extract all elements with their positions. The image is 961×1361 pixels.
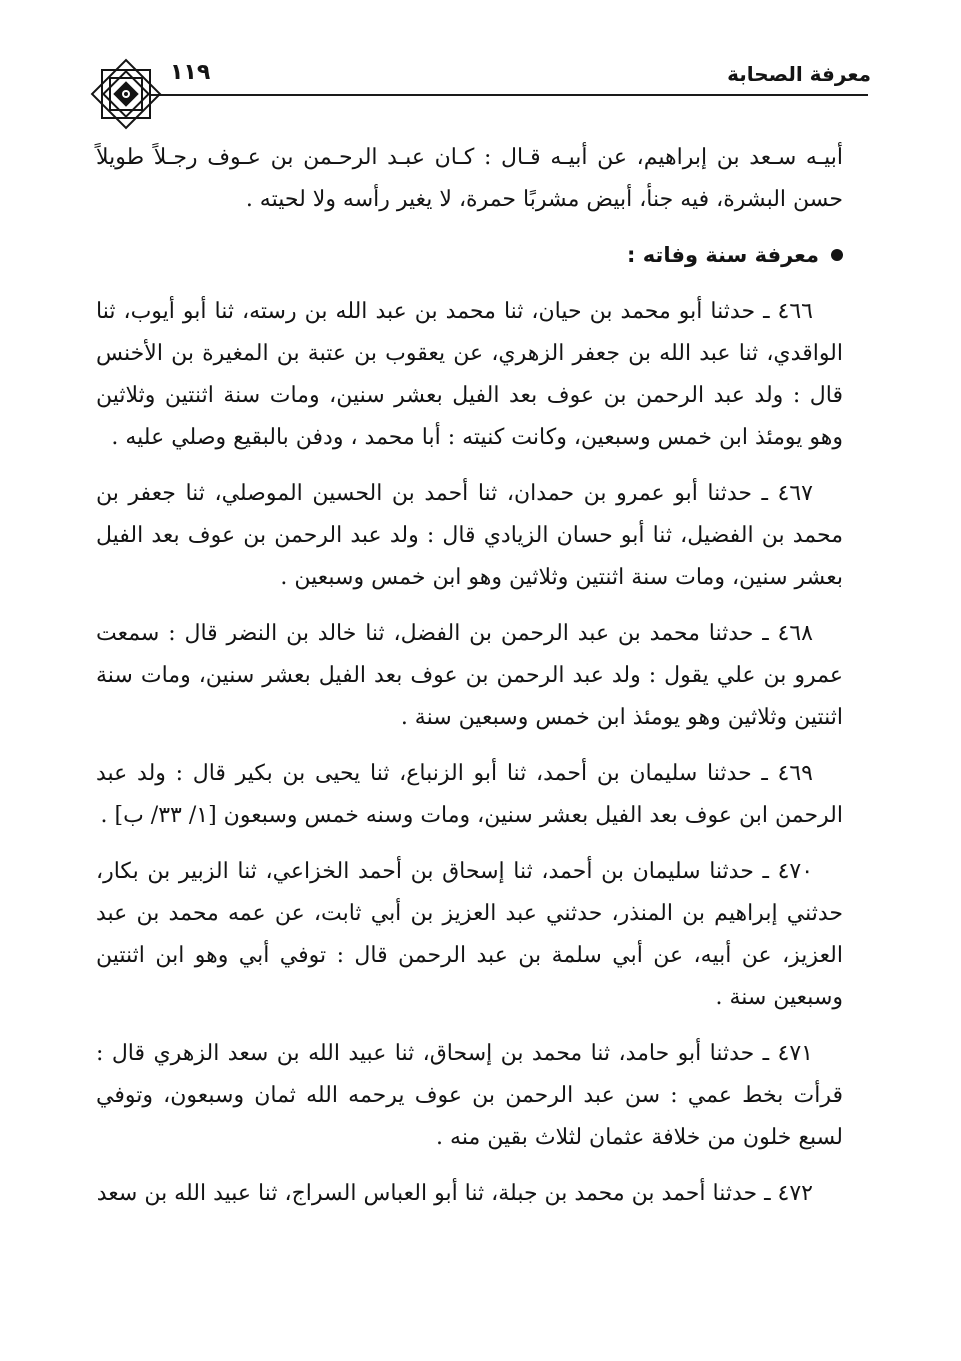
section-heading-text: معرفة سنة وفاته : (626, 243, 819, 267)
hadith-paragraph (96, 1033, 843, 1159)
hadith-number: ٤٧٠ (777, 859, 814, 884)
running-title: معرفة الصحابة (727, 62, 871, 86)
hadith-text: ـ حدثنا أحمد بن محمد بن جبلة، ثنا أبو العباس السراج، ثنا عبيد الله بن سعد (96, 1181, 771, 1206)
hadith-number: ٤٦٩ (777, 761, 813, 786)
hadith-text: ـ حدثنا محمد بن عبد الرحمن بن الفضل، ثنا خالد بن النضر قال : سمعت عمرو بن علي يقول : ولد عبد الرحمن بن عوف بعد الفيل بعشر سنين، ومات سنة اثنتين وثلاثين وهو يومئذ ابن خمس وسبعين سنة . (96, 621, 843, 730)
hadith-text: ـ حدثنا سليمان بن أحمد، ثنا إسحاق بن أحمد الخزاعي، ثنا الزبير بن بكار، حدثني إبراهيم بن المنذر، حدثني عبد العزيز بن أبي ثابت، عن عمه محمد بن عبد العزيز، عن أبيه، عن أبي سلمة بن عبد الرحمن قال : توفي أبي وهو ابن اثنتين وسبعين سنة . (96, 859, 843, 1010)
hadith-number: ٤٦٧ (777, 481, 813, 506)
hadith-paragraph (96, 291, 843, 459)
page-number: ١١٩ (170, 60, 211, 85)
hadith-paragraph (96, 753, 843, 837)
hadith-number: ٤٦٦ (777, 299, 813, 324)
section-heading (96, 235, 843, 275)
intro-paragraph (96, 137, 843, 221)
intro-text: أبيـه سـعد بن إبراهيم، عن أبيـه قـال : كـان عبـد الرحـمن بن عـوف رجـلاً طويلاً حسن البشرة، فيه جنأ، أبيض مشربًا حمرة، لا يغير رأسه ولا لحيته . (96, 145, 843, 212)
hadith-text: ـ حدثنا أبو محمد بن حيان، ثنا محمد بن عبد الله بن رسته، ثنا أبو أيوب، ثنا الواقدي، ثنا عبد الله بن جعفر الزهري، عن يعقوب بن عتبة بن المغيرة بن الأخنس قال : ولد عبد الرحمن بن عوف بعد الفيل بعشر سنين، ومات سنة اثنتين وثلاثين وهو يومئذ ابن خمس وسبعين، وكانت كنيته : أبا محمد ، ودفن بالبقيع وصلي عليه . (96, 299, 843, 450)
header-rule (150, 94, 868, 96)
hadith-paragraph (96, 851, 843, 1019)
hadith-number: ٤٦٨ (777, 621, 813, 646)
hadith-paragraph (96, 473, 843, 599)
bullet-icon (831, 249, 843, 261)
hadith-paragraph (96, 1173, 843, 1215)
hadith-text: ـ حدثنا سليمان بن أحمد، ثنا أبو الزنباع، ثنا يحيى بن بكير قال : ولد عبد الرحمن ابن عوف بعد الفيل بعشر سنين، ومات وسنه خمس وسبعون [١/ ٣٣/ ب] . (96, 761, 843, 828)
page-content (96, 137, 843, 1229)
hadith-text: ـ حدثنا أبو حامد، ثنا محمد بن إسحاق، ثنا عبيد الله بن سعد الزهري قال : قرأت بخط عمي : سن عبد الرحمن بن عوف يرحمه الله ثمان وسبعون، وتوفي لسبع خلون من خلافة عثمان لثلاث بقين منه . (96, 1041, 843, 1150)
hadith-text: ـ حدثنا أبو عمرو بن حمدان، ثنا أحمد بن الحسين الموصلي، ثنا جعفر بن محمد بن الفضيل، ثنا أبو حسان الزيادي قال : ولد عبد الرحمن بن عوف بعد الفيل بعشر سنين، ومات سنة اثنتين وثلاثين وهو ابن خمس وسبعين . (96, 481, 843, 590)
hadith-number: ٤٧١ (777, 1041, 813, 1066)
hadith-paragraph (96, 613, 843, 739)
eight-point-star-ornament-icon (88, 56, 164, 132)
hadith-number: ٤٧٢ (777, 1181, 813, 1206)
